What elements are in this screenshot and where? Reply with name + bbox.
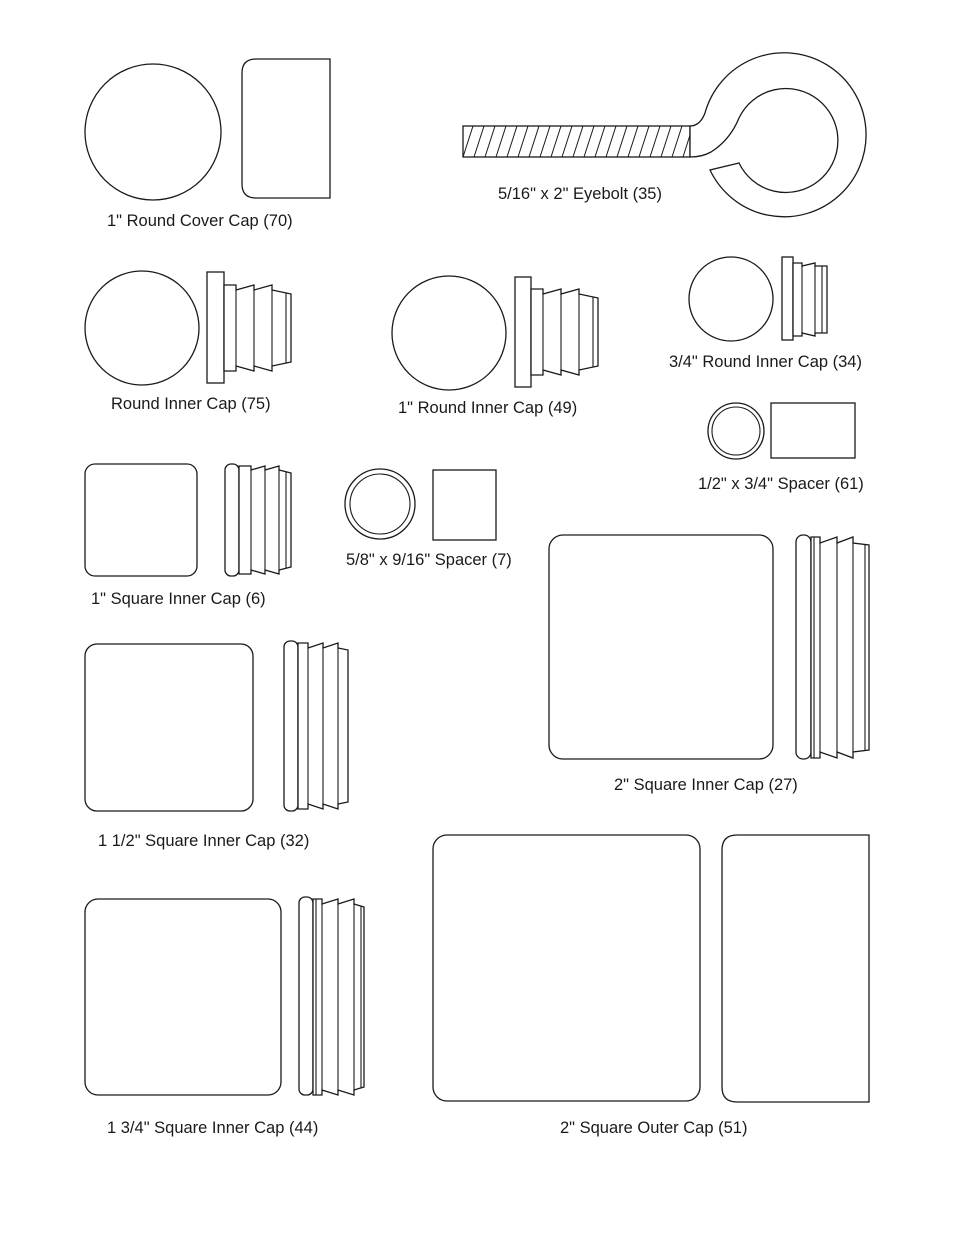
one-three-quarter-square-inner-cap-top-view: [85, 899, 281, 1095]
one-inch-square-inner-cap-label: 1" Square Inner Cap (6): [91, 590, 266, 608]
round-inner-cap-side-view: [207, 272, 291, 383]
two-inch-square-outer-cap-side-view: [722, 835, 869, 1102]
two-inch-square-outer-cap-top-view: [433, 835, 700, 1101]
round-cover-cap-top-view: [85, 64, 221, 200]
round-cover-cap-label: 1" Round Cover Cap (70): [107, 212, 293, 230]
five-eighth-spacer-drawing: [345, 469, 496, 540]
two-inch-square-inner-cap-label: 2" Square Inner Cap (27): [614, 776, 798, 794]
two-inch-square-outer-cap-drawing: [433, 835, 869, 1102]
one-three-quarter-square-inner-cap-side-view: [299, 897, 364, 1095]
one-three-quarter-square-inner-cap-drawing: [85, 897, 364, 1095]
one-inch-round-inner-cap-drawing: [392, 276, 598, 390]
round-inner-cap-top-view: [85, 271, 199, 385]
one-half-square-inner-cap-side-view: [284, 641, 348, 811]
two-inch-square-inner-cap-side-view: [796, 535, 869, 759]
one-inch-round-inner-cap-side-view: [515, 277, 598, 387]
round-inner-cap-drawing: [85, 271, 291, 385]
five-eighth-spacer-label: 5/8" x 9/16" Spacer (7): [346, 551, 512, 569]
one-half-square-inner-cap-drawing: [85, 641, 348, 811]
round-cover-cap-drawing: [85, 59, 330, 200]
one-half-square-inner-cap-top-view: [85, 644, 253, 811]
one-inch-round-inner-cap-label: 1" Round Inner Cap (49): [398, 399, 578, 417]
two-inch-square-outer-cap-label: 2" Square Outer Cap (51): [560, 1119, 748, 1137]
eyebolt-eye-ring: [690, 53, 866, 217]
eyebolt-label: 5/16" x 2" Eyebolt (35): [498, 185, 662, 203]
half-by-three-quarter-spacer-label: 1/2" x 3/4" Spacer (61): [698, 475, 864, 493]
one-inch-square-inner-cap-side-view: [225, 464, 291, 576]
five-eighth-spacer-side-view: [433, 470, 496, 540]
half-spacer-end-view-outer: [708, 403, 764, 459]
one-inch-square-inner-cap-drawing: [85, 464, 291, 576]
five-eighth-spacer-end-view-outer: [345, 469, 415, 539]
three-quarter-round-inner-cap-side-view: [782, 257, 827, 340]
one-half-square-inner-cap-label: 1 1/2" Square Inner Cap (32): [98, 832, 310, 850]
half-by-three-quarter-spacer-drawing: [708, 403, 855, 459]
round-cover-cap-side-view: [242, 59, 330, 198]
three-quarter-round-inner-cap-label: 3/4" Round Inner Cap (34): [669, 353, 862, 371]
round-inner-cap-label: Round Inner Cap (75): [111, 395, 271, 413]
two-inch-square-inner-cap-drawing: [549, 535, 869, 759]
three-quarter-round-inner-cap-drawing: [689, 257, 827, 341]
three-quarter-round-inner-cap-top-view: [689, 257, 773, 341]
half-spacer-side-view: [771, 403, 855, 458]
one-inch-square-inner-cap-top-view: [85, 464, 197, 576]
two-inch-square-inner-cap-top-view: [549, 535, 773, 759]
one-three-quarter-square-inner-cap-label: 1 3/4" Square Inner Cap (44): [107, 1119, 319, 1137]
one-inch-round-inner-cap-top-view: [392, 276, 506, 390]
